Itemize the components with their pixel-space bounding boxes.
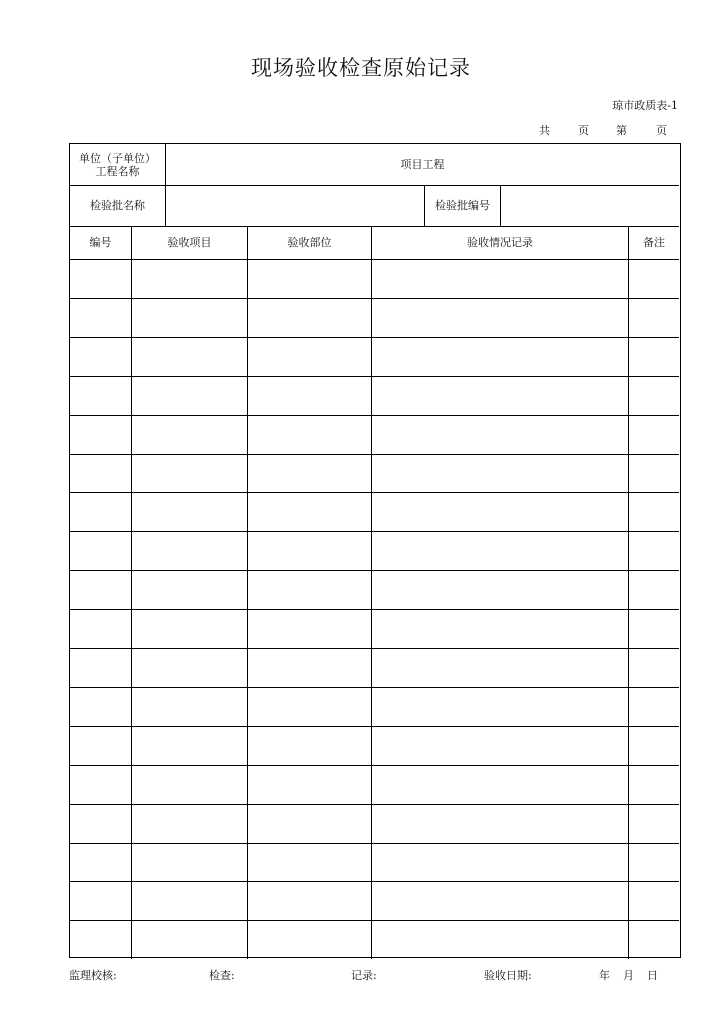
cell-no[interactable] [70, 921, 131, 958]
cell-location[interactable] [248, 493, 371, 530]
cell-remark[interactable] [629, 649, 679, 686]
cell-remark[interactable] [629, 260, 679, 297]
cell-location[interactable] [248, 338, 371, 375]
cell-location[interactable] [248, 571, 371, 608]
cell-item[interactable] [132, 805, 247, 842]
date-month: 月 [623, 969, 634, 982]
cell-no[interactable] [70, 338, 131, 375]
cell-remark[interactable] [629, 493, 679, 530]
cell-record[interactable] [372, 610, 628, 647]
cell-remark[interactable] [629, 571, 679, 608]
cell-record[interactable] [372, 338, 628, 375]
table-row [70, 415, 679, 454]
table-row [70, 726, 679, 765]
cell-remark[interactable] [629, 455, 679, 492]
cell-location[interactable] [248, 882, 371, 919]
unit-name-label [70, 144, 165, 185]
cell-no[interactable] [70, 455, 131, 492]
inspect-label: 检查: [209, 969, 235, 982]
cell-no[interactable] [70, 727, 131, 764]
cell-location[interactable] [248, 416, 371, 453]
table-row [70, 804, 679, 843]
cell-location[interactable] [248, 532, 371, 569]
table-row [70, 337, 679, 376]
table-row [70, 687, 679, 726]
cell-record[interactable] [372, 571, 628, 608]
cell-location[interactable] [248, 727, 371, 764]
cell-remark[interactable] [629, 688, 679, 725]
cell-record[interactable] [372, 688, 628, 725]
batch-name-label: 检验批名称 [90, 199, 145, 212]
cell-item[interactable] [132, 571, 247, 608]
cell-location[interactable] [248, 805, 371, 842]
cell-no[interactable] [70, 260, 131, 297]
cell-item[interactable] [132, 921, 247, 958]
supervisor-label: 监理校核: [69, 969, 117, 982]
cell-record[interactable] [372, 260, 628, 297]
cell-no[interactable] [70, 688, 131, 725]
cell-remark[interactable] [629, 844, 679, 881]
cell-no[interactable] [70, 416, 131, 453]
pagination-page-unit: 页 [578, 124, 589, 137]
cell-item[interactable] [132, 649, 247, 686]
date-year: 年 [599, 969, 610, 982]
table-row [70, 376, 679, 415]
cell-record[interactable] [372, 805, 628, 842]
cell-location[interactable] [248, 649, 371, 686]
unit-name-label-line1: 单位（子单位） [79, 151, 156, 165]
page-title: 现场验收检查原始记录 [251, 56, 471, 80]
cell-no[interactable] [70, 571, 131, 608]
cell-location[interactable] [248, 260, 371, 297]
pagination-total: 共 [539, 124, 550, 137]
cell-location[interactable] [248, 610, 371, 647]
table-row [70, 765, 679, 804]
table-row [70, 881, 679, 920]
table-row [70, 259, 679, 298]
cell-record[interactable] [372, 532, 628, 569]
inspection-form-table [69, 143, 681, 958]
cell-item[interactable] [132, 377, 247, 414]
unit-name-label-line2: 工程名称 [95, 164, 140, 178]
form-code: 琼市政质表-1 [612, 99, 678, 112]
cell-location[interactable] [248, 455, 371, 492]
table-row [70, 843, 679, 882]
cell-record[interactable] [372, 649, 628, 686]
cell-location[interactable] [248, 377, 371, 414]
cell-location[interactable] [248, 688, 371, 725]
cell-item[interactable] [132, 260, 247, 297]
date-label: 验收日期: [484, 969, 532, 982]
cell-no[interactable] [70, 493, 131, 530]
table-row [70, 492, 679, 531]
cell-item[interactable] [132, 455, 247, 492]
cell-item[interactable] [132, 844, 247, 881]
table-row [70, 570, 679, 609]
cell-remark[interactable] [629, 727, 679, 764]
cell-remark[interactable] [629, 338, 679, 375]
cell-location[interactable] [248, 299, 371, 336]
column-header-location: 验收部位 [287, 236, 332, 249]
pagination-page-unit-2: 页 [656, 124, 667, 137]
table-row [70, 531, 679, 570]
cell-record[interactable] [372, 766, 628, 803]
cell-remark[interactable] [629, 921, 679, 958]
table-row [70, 609, 679, 648]
cell-no[interactable] [70, 299, 131, 336]
cell-no[interactable] [70, 377, 131, 414]
batch-no-field[interactable] [501, 185, 679, 226]
cell-no[interactable] [70, 610, 131, 647]
cell-item[interactable] [132, 338, 247, 375]
cell-record[interactable] [372, 844, 628, 881]
table-row [70, 648, 679, 687]
cell-location[interactable] [248, 766, 371, 803]
column-header-remark: 备注 [643, 236, 665, 249]
cell-record[interactable] [372, 377, 628, 414]
cell-remark[interactable] [629, 532, 679, 569]
cell-item[interactable] [132, 493, 247, 530]
cell-item[interactable] [132, 727, 247, 764]
cell-item[interactable] [132, 766, 247, 803]
cell-no[interactable] [70, 882, 131, 919]
cell-remark[interactable] [629, 805, 679, 842]
pagination-index: 第 [616, 124, 627, 137]
cell-item[interactable] [132, 532, 247, 569]
batch-no-label: 检验批编号 [435, 199, 490, 212]
cell-remark[interactable] [629, 299, 679, 336]
cell-no[interactable] [70, 766, 131, 803]
cell-item[interactable] [132, 882, 247, 919]
cell-record[interactable] [372, 299, 628, 336]
cell-no[interactable] [70, 532, 131, 569]
column-header-item: 验收项目 [167, 236, 212, 249]
cell-location[interactable] [248, 921, 371, 958]
cell-location[interactable] [248, 844, 371, 881]
table-row [70, 298, 679, 337]
cell-record[interactable] [372, 727, 628, 764]
cell-remark[interactable] [629, 377, 679, 414]
cell-record[interactable] [372, 921, 628, 958]
batch-name-field[interactable] [166, 185, 424, 226]
cell-record[interactable] [372, 455, 628, 492]
unit-name-value[interactable]: 项目工程 [400, 158, 445, 171]
cell-record[interactable] [372, 416, 628, 453]
cell-remark[interactable] [629, 610, 679, 647]
date-day: 日 [647, 969, 658, 982]
column-header-no: 编号 [89, 236, 112, 249]
cell-remark[interactable] [629, 766, 679, 803]
record-label: 记录: [351, 969, 377, 982]
cell-item[interactable] [132, 688, 247, 725]
cell-record[interactable] [372, 493, 628, 530]
table-row [70, 454, 679, 493]
cell-item[interactable] [132, 299, 247, 336]
cell-remark[interactable] [629, 416, 679, 453]
column-header-record: 验收情况记录 [467, 236, 533, 249]
cell-no[interactable] [70, 844, 131, 881]
cell-item[interactable] [132, 610, 247, 647]
cell-record[interactable] [372, 882, 628, 919]
cell-no[interactable] [70, 649, 131, 686]
table-row [70, 920, 679, 959]
cell-item[interactable] [132, 416, 247, 453]
cell-no[interactable] [70, 805, 131, 842]
cell-remark[interactable] [629, 882, 679, 919]
